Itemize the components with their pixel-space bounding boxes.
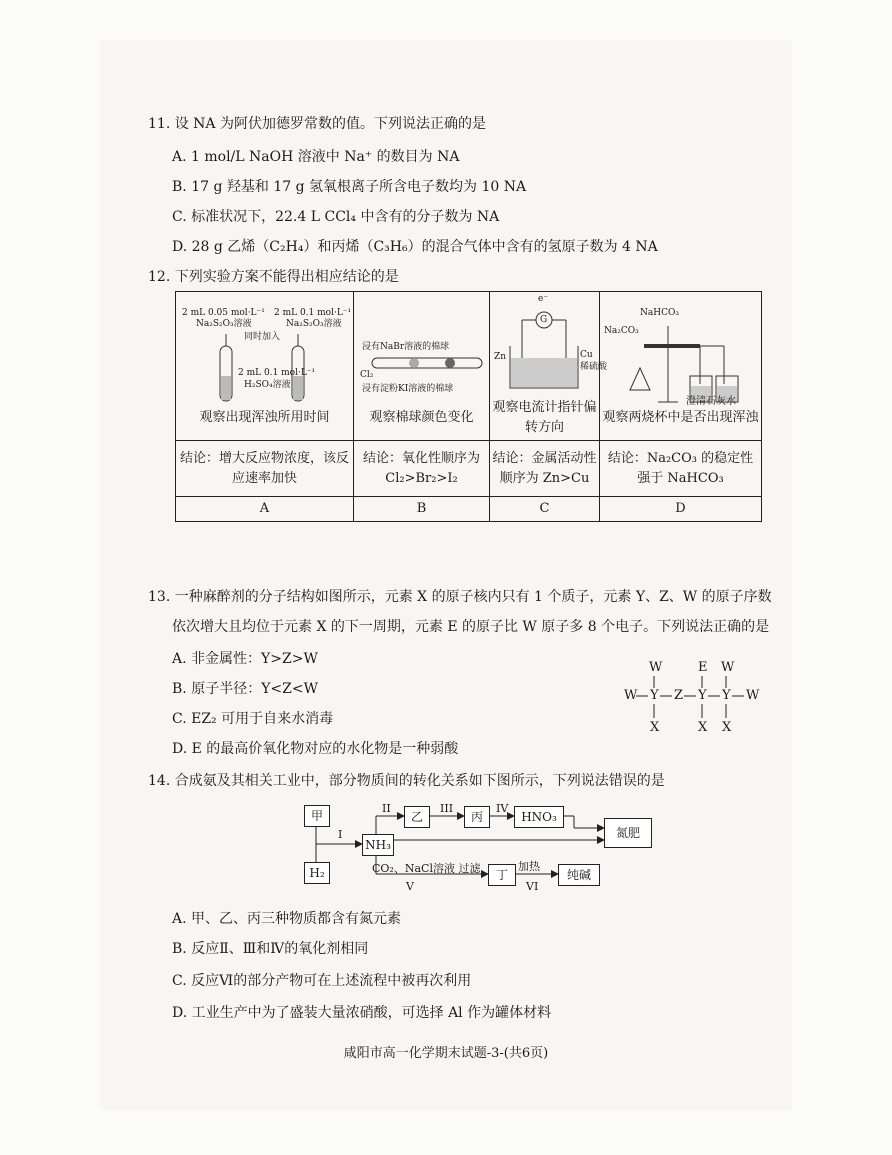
q14-option-a: A. 甲、乙、丙三种物质都含有氮元素 [172, 911, 402, 927]
q13-option-d: D. E 的最高价氧化物对应的水化物是一种弱酸 [172, 741, 459, 757]
exp-b-label-1: 浸有NaBr溶液的棉球 [362, 342, 450, 352]
q12-stem: 12. 下列实验方案不能得出相应结论的是 [148, 269, 399, 285]
exp-b-letter: B [354, 497, 490, 522]
exp-a-conclusion: 结论：增大反应物浓度，该反应速率加快 [176, 441, 354, 497]
atom-w-top1: W [649, 660, 663, 675]
q12-experiment-table [175, 291, 762, 522]
exp-a-label-3: 2 mL 0.1 mol·L⁻¹ [274, 308, 352, 318]
q14-option-c: C. 反应Ⅵ的部分产物可在上述流程中被再次利用 [172, 973, 472, 989]
exp-c-figure [492, 294, 608, 398]
exp-c-cell [490, 292, 608, 441]
exp-d-letter: D [600, 497, 762, 522]
page-footer: 咸阳市高一化学期末试题-3-(共6页) [343, 1046, 549, 1061]
box-yi: 乙 [404, 806, 430, 828]
arrow-label-2: II [382, 802, 391, 815]
atom-w-left: W [624, 688, 638, 703]
exp-d-label-2: Na₂CO₃ [604, 326, 639, 336]
exp-a-label-4: Na₂S₂O₃溶液 [286, 319, 342, 329]
exp-a-label-1: 2 mL 0.05 mol·L⁻¹ [182, 308, 265, 318]
q11-option-b: B. 17 g 羟基和 17 g 氢氧根离子所含电子数均为 10 NA [172, 179, 527, 195]
exp-d-cell [600, 292, 762, 441]
q13-option-b: B. 原子半径：Y<Z<W [172, 681, 319, 697]
arrow-condition-6: 加热 [518, 860, 540, 873]
molecule-structure [622, 662, 772, 742]
exp-c-label-1: e⁻ [538, 294, 549, 304]
arrow-label-1: I [338, 828, 343, 841]
exp-a-observe: 观察出现浑浊所用时间 [199, 410, 330, 425]
exp-d-label-1: NaHCO₃ [640, 308, 679, 318]
atom-w-right: W [746, 688, 760, 703]
atom-x3: X [722, 720, 732, 735]
galvanometer-label: G [540, 315, 548, 325]
exp-c-observe: 观察电流计指针偏转方向 [492, 400, 597, 435]
arrow-condition-5: CO₂、NaCl溶液 过滤 [372, 862, 481, 875]
atom-w-top2: W [721, 660, 735, 675]
q11-option-a: A. 1 mol/L NaOH 溶液中 Na⁺ 的数目为 NA [172, 149, 460, 165]
arrow-label-3: III [440, 802, 454, 815]
atom-z: Z [674, 688, 684, 703]
exp-a-cell [176, 292, 354, 441]
q13-option-a: A. 非金属性：Y>Z>W [172, 651, 318, 667]
box-ding: 丁 [488, 864, 516, 886]
exp-d-label-3: 澄清石灰水 [686, 396, 736, 407]
q13-stem-line1: 13. 一种麻醉剂的分子结构如图所示，元素 X 的原子核内只有 1 个质子，元素 Y、Z、W 的原子序数 [148, 589, 772, 605]
exp-b-observe: 观察棉球颜色变化 [369, 410, 474, 425]
exp-b-conclusion: 结论：氧化性顺序为 Cl₂>Br₂>I₂ [354, 441, 490, 497]
exp-a-label-6: 2 mL 0.1 mol·L⁻¹ [238, 368, 316, 378]
galvanic-cell-icon [494, 296, 598, 396]
exp-a-figure [178, 304, 351, 408]
q13-option-c: C. EZ₂ 可用于自来水消毒 [172, 711, 334, 727]
atom-y3: Y [722, 688, 731, 703]
q14-stem: 14. 合成氨及其相关工业中，部分物质间的转化关系如下图所示，下列说法错误的是 [148, 773, 665, 789]
exp-d-observe: 观察两烧杯中是否出现浑浊 [602, 410, 759, 425]
q11-stem: 11. 设 NA 为阿伏加德罗常数的值。下列说法正确的是 [148, 116, 486, 132]
box-bing: 丙 [464, 806, 490, 828]
atom-y1: Y [650, 688, 659, 703]
exp-c-conclusion: 结论：金属活动性顺序为 Zn>Cu [490, 441, 600, 497]
atom-y2: Y [698, 688, 707, 703]
arrow-label-5: V [406, 880, 414, 893]
box-nh3: NH₃ [362, 834, 394, 856]
q11-option-c: C. 标准状况下，22.4 L CCl₄ 中含有的分子数为 NA [172, 209, 500, 225]
exp-d-conclusion: 结论：Na₂CO₃ 的稳定性强于 NaHCO₃ [600, 441, 762, 497]
exp-b-cell [354, 292, 490, 441]
box-soda: 纯碱 [558, 864, 600, 886]
exp-a-label-5: 同时加入 [244, 332, 281, 342]
q11-option-d: D. 28 g 乙烯（C₂H₄）和丙烯（C₃H₆）的混合气体中含有的氢原子数为 4 NA [172, 239, 658, 255]
atom-x1: X [650, 720, 660, 735]
q13-stem-line2: 依次增大且均位于元素 X 的下一周期，元素 E 的原子比 W 原子多 8 个电子。下列说法正确的是 [172, 619, 770, 635]
exp-b-label-3: 浸有淀粉KI溶液的棉球 [362, 384, 454, 394]
exp-b-figure [356, 304, 487, 408]
q14-option-d: D. 工业生产中为了盛装大量浓硝酸，可选择 Al 作为罐体材料 [172, 1005, 552, 1021]
arrow-label-4: IV [496, 802, 509, 815]
box-nitrogen-fertilizer: 氮肥 [604, 818, 652, 848]
exp-a-label-7: H₂SO₄溶液 [244, 380, 291, 390]
q14-option-b: B. 反应Ⅱ、Ⅲ和Ⅳ的氧化剂相同 [172, 941, 369, 957]
box-jia: 甲 [304, 805, 330, 827]
heating-apparatus-icon [604, 306, 760, 406]
exp-d-figure [602, 304, 759, 408]
atom-x2: X [698, 720, 708, 735]
box-h2: H₂ [304, 862, 330, 884]
exp-c-label-cu: Cu [580, 350, 593, 360]
exp-c-label-acid: 稀硫酸 [580, 362, 608, 372]
box-hno3: HNO₃ [514, 806, 564, 828]
exp-a-letter: A [176, 497, 354, 522]
exp-c-label-zn: Zn [494, 352, 507, 362]
exp-b-label-2: Cl₂ [360, 370, 374, 380]
arrow-label-6: VI [526, 880, 539, 893]
exp-a-label-2: Na₂S₂O₃溶液 [196, 319, 252, 329]
atom-e: E [698, 660, 708, 675]
exp-c-letter: C [490, 497, 600, 522]
